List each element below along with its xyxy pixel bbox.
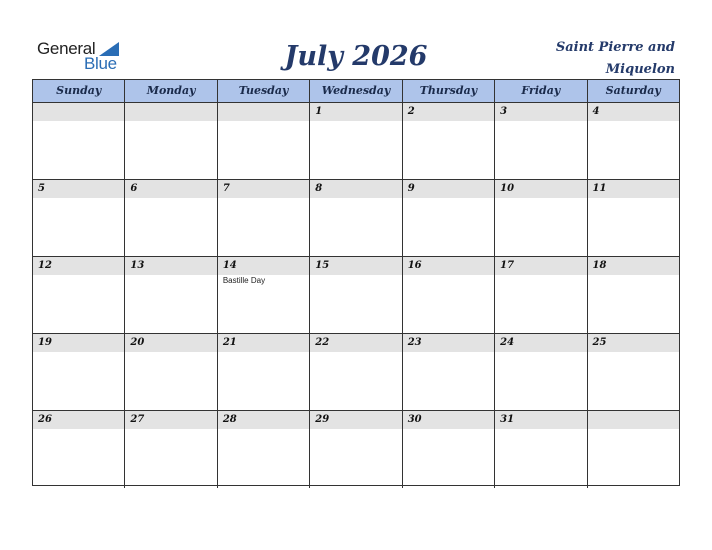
- weekday-tuesday: Tuesday: [218, 80, 310, 102]
- day-header-band: [218, 180, 309, 198]
- weekday-friday: Friday: [495, 80, 587, 102]
- day-header-band: [310, 180, 401, 198]
- day-cell: [495, 411, 587, 488]
- day-number: 3: [500, 106, 508, 117]
- day-cell: [218, 257, 310, 333]
- day-header-band: [125, 103, 216, 121]
- day-number: 24: [500, 337, 515, 348]
- day-number: 13: [130, 260, 145, 271]
- day-number: 7: [222, 183, 230, 194]
- day-cell: [218, 334, 310, 410]
- generalblue-logo: [37, 40, 137, 74]
- day-number: 6: [130, 183, 138, 194]
- day-number: 17: [500, 260, 515, 271]
- week-row: [33, 103, 679, 180]
- day-cell: [33, 257, 125, 333]
- day-number: 31: [500, 414, 515, 425]
- week-row: [33, 411, 679, 488]
- day-number: 9: [407, 183, 415, 194]
- day-number: 4: [592, 106, 600, 117]
- day-cell: [218, 180, 310, 256]
- day-cell: [588, 334, 679, 410]
- weeks-container: [33, 103, 679, 488]
- day-cell: [403, 334, 495, 410]
- day-number: 23: [407, 337, 422, 348]
- day-header-band: [33, 180, 124, 198]
- weekday-saturday: Saturday: [605, 84, 661, 97]
- holiday-label: Bastille Day: [222, 276, 266, 285]
- day-number: 15: [315, 260, 330, 271]
- day-cell: [125, 180, 217, 256]
- logo-text-blue: Blue: [84, 54, 117, 73]
- day-cell: [403, 257, 495, 333]
- day-header-band: [33, 103, 124, 121]
- week-row: [33, 257, 679, 334]
- day-header-band: [218, 103, 309, 121]
- day-cell: [33, 103, 125, 179]
- day-number: 19: [38, 337, 52, 348]
- day-cell: [125, 103, 217, 179]
- day-number: 22: [315, 337, 330, 348]
- day-cell: [403, 180, 495, 256]
- weekday-thursday: Thursday: [403, 80, 495, 102]
- day-number: 20: [130, 337, 145, 348]
- day-number: 26: [38, 414, 52, 425]
- day-cell: [403, 411, 495, 488]
- day-cell: [403, 103, 495, 179]
- week-row: [33, 180, 679, 257]
- day-cell: [495, 180, 587, 256]
- day-number: 2: [407, 106, 415, 117]
- day-cell: [33, 180, 125, 256]
- day-number: 14: [222, 260, 237, 271]
- day-number: 10: [500, 183, 515, 194]
- day-cell: [310, 180, 402, 256]
- day-header-band: [403, 180, 494, 198]
- day-number: 8: [315, 183, 323, 194]
- day-number: 18: [592, 260, 607, 271]
- day-header-band: [588, 411, 679, 429]
- day-number: 29: [315, 414, 330, 425]
- day-cell: [588, 103, 679, 179]
- day-header-band: [125, 180, 216, 198]
- day-cell: [495, 103, 587, 179]
- day-cell: [33, 411, 125, 488]
- day-cell: [125, 257, 217, 333]
- day-number: 21: [222, 337, 237, 348]
- day-cell: [125, 334, 217, 410]
- day-number: 1: [315, 106, 323, 117]
- day-cell: [218, 411, 310, 488]
- day-number: 25: [592, 337, 607, 348]
- day-number: 5: [38, 183, 45, 194]
- day-cell: [495, 334, 587, 410]
- day-cell: [310, 334, 402, 410]
- weekday-header: [33, 80, 679, 103]
- day-cell: [310, 411, 402, 488]
- day-cell: [218, 103, 310, 179]
- weekday-sunday: Sunday: [33, 80, 125, 102]
- day-number: 11: [592, 183, 607, 194]
- weekday-wednesday: Wednesday: [310, 80, 402, 102]
- logo-text-general: General: [37, 39, 96, 58]
- week-row: [33, 334, 679, 411]
- day-cell: [588, 257, 679, 333]
- day-cell: [33, 334, 125, 410]
- day-cell: [588, 411, 679, 488]
- day-number: 27: [130, 414, 145, 425]
- day-number: 16: [407, 260, 422, 271]
- day-cell: [310, 257, 402, 333]
- day-number: 30: [407, 414, 422, 425]
- day-header-band: [310, 103, 401, 121]
- day-cell: [310, 103, 402, 179]
- day-number: 28: [222, 414, 237, 425]
- day-cell: [588, 180, 679, 256]
- day-cell: [125, 411, 217, 488]
- day-number: 12: [38, 260, 52, 271]
- day-header-band: [495, 103, 586, 121]
- calendar-grid: [32, 79, 680, 486]
- calendar-title: July 2026: [284, 41, 428, 72]
- day-header-band: [588, 103, 679, 121]
- weekday-monday: Monday: [125, 80, 217, 102]
- day-cell: [495, 257, 587, 333]
- region-name: Saint Pierre and Miquelon: [555, 40, 675, 77]
- day-header-band: [403, 103, 494, 121]
